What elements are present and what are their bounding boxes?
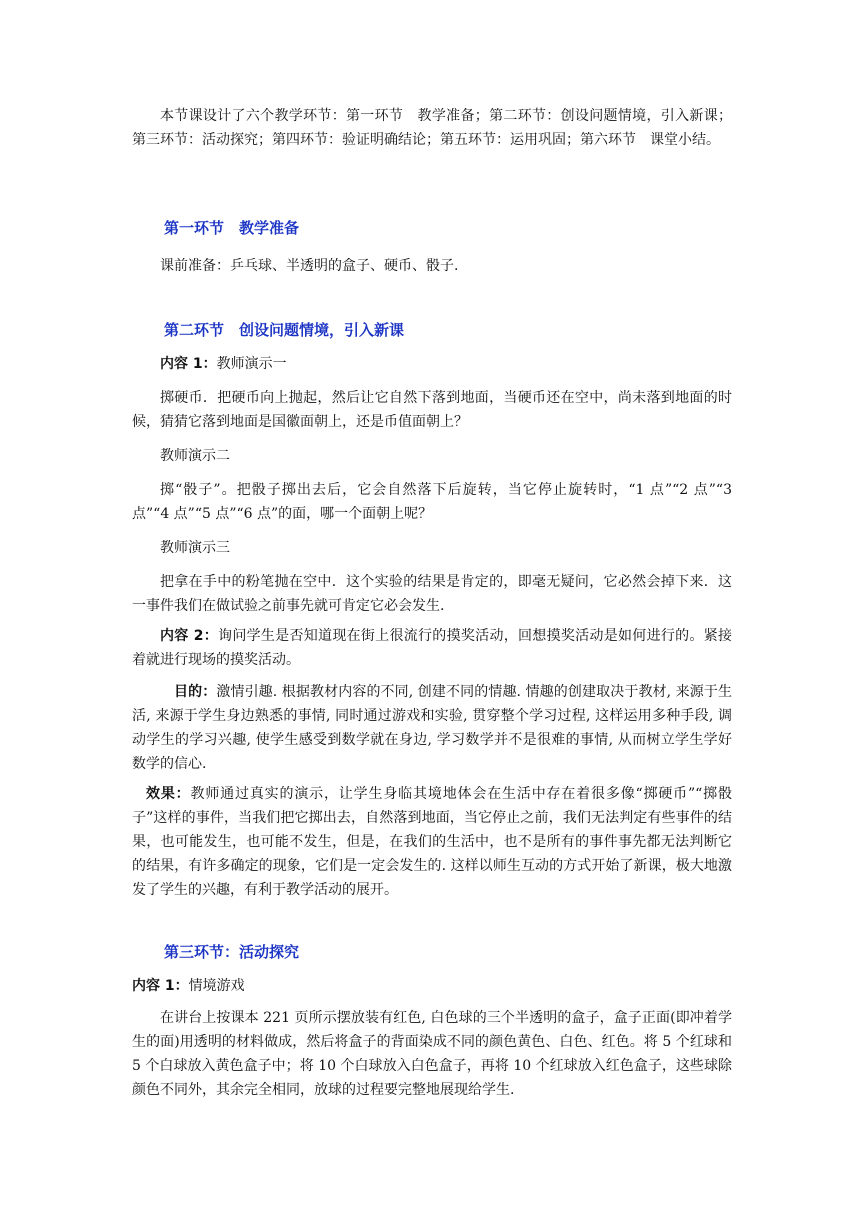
content1-text: 教师演示一	[216, 356, 287, 372]
demo3-paragraph: 把拿在手中的粉笔抛在空中．这个实验的结果是肯定的，即毫无疑问，它必然会掉下来．这一事件我们在做试验之前事先就可肯定它必会发生.	[132, 574, 732, 614]
prep-paragraph: 课前准备：乒乓球、半透明的盒子、硬币、骰子.	[160, 258, 459, 274]
demo2-title: 教师演示二	[160, 448, 230, 464]
content1-label: 内容 1：	[160, 356, 217, 372]
effect-paragraph	[132, 782, 732, 902]
purpose-text: 激情引趣. 根据教材内容的不同, 创建不同的情趣. 情趣的创建取决于教材, 来源于生活, 来源于学生身边熟悉的事情, 同时通过游戏和实验, 贯穿整个学习过程, 这样运用多种手段, 调动学生的学习兴趣, 使学生感受到数学就在身边, 学习数学并不是很难的事情, 从而树立学生学好数学的信心.	[132, 684, 733, 772]
effect-label: 效果：	[146, 786, 191, 802]
purpose-label: 目的：	[174, 684, 217, 700]
demo2-paragraph: 掷“骰子”。把骰子掷出去后，它会自然落下后旋转，当它停止旋转时，“1 点”“2 点”“3 点”“4 点”“5 点”“6 点”的面，哪一个面朝上呢？	[132, 482, 732, 522]
demo1-paragraph: 掷硬币．把硬币向上抛起，然后让它自然下落到地面，当硬币还在空中，尚未落到地面的时候，猜猜它落到地面是国徽面朝上，还是币值面朝上？	[132, 390, 732, 430]
content2-text: 询问学生是否知道现在街上很流行的摸奖活动，回想摸奖活动是如何进行的。紧接着就进行现场的摸奖活动。	[132, 628, 732, 668]
purpose-paragraph	[132, 680, 732, 776]
content1-line	[160, 352, 287, 376]
section2-heading: 第二环节 创设问题情境，引入新课	[164, 321, 405, 339]
effect-text: 教师通过真实的演示，让学生身临其境地体会在生活中存在着很多像“掷硬币”“掷骰子”这样的事件，当我们把它掷出去，自然落到地面，当它停止之前，我们无法判定有些事件的结果，也可能发生，也可能不发生，但是，在我们的生活中，也不是所有的事件事先都无法判断它的结果，有许多确定的现象，它们是一定会发生的. 这样以师生互动的方式开始了新课，极大地激发了学生的兴趣，有利于教学活动的展开。	[132, 786, 732, 898]
content2-label: 内容 2：	[160, 628, 219, 644]
content2-paragraph	[132, 624, 732, 672]
demo3-title: 教师演示三	[160, 540, 230, 556]
section3-heading: 第三环节：活动探究	[164, 943, 300, 961]
s3-content1-line	[132, 974, 245, 998]
intro-paragraph: 本节课设计了六个教学环节：第一环节 教学准备；第二环节：创设问题情境，引入新课；第三环节：活动探究；第四环节：验证明确结论；第五环节：运用巩固；第六环节 课堂小结。	[132, 108, 732, 148]
section3-paragraph: 在讲台上按课本 221 页所示摆放装有红色, 白色球的三个半透明的盒子，盒子正面(即冲着学生的面)用透明的材料做成，然后将盒子的背面染成不同的颜色黄色、白色、红色。将 5 个红球和 5 个白球放入黄色盒子中；将 10 个白球放入白色盒子，再将 10 个红球放入红色盒子，这些球除颜色不同外，其余完全相同，放球的过程要完整地展现给学生.	[132, 1010, 732, 1098]
s3-content1-label: 内容 1：	[132, 978, 189, 994]
section1-heading: 第一环节 教学准备	[164, 219, 300, 237]
s3-content1-text: 情境游戏	[188, 978, 245, 994]
